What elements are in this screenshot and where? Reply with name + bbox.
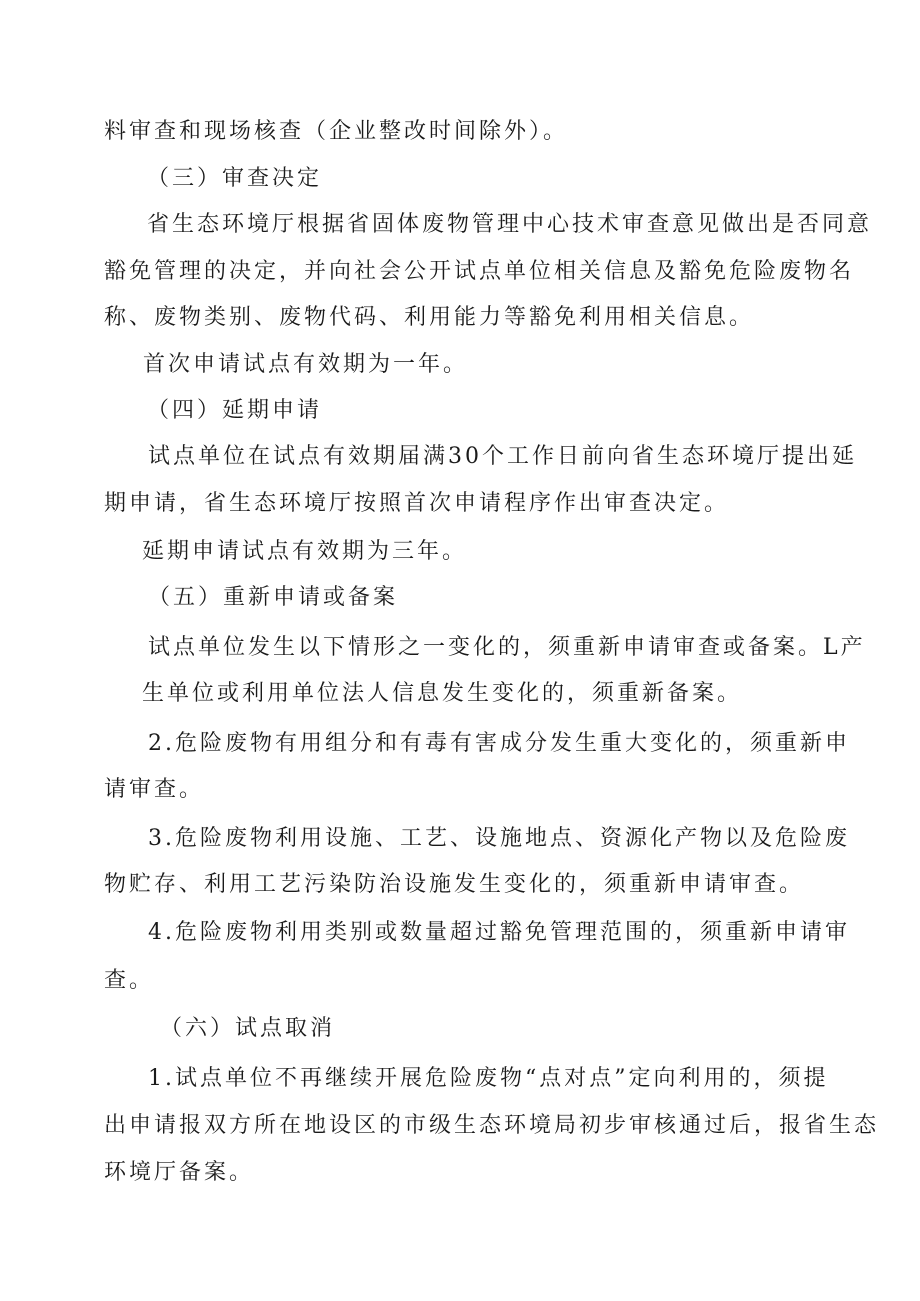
paragraph-line: 查。 [104,968,155,993]
section-heading-5: （五）重新申请或备案 [148,585,399,610]
paragraph-line: 料审查和现场核查（企业整改时间除外）。 [104,119,569,144]
list-item-3: 3.危险废物利用设施、工艺、设施地点、资源化产物以及危险废 [148,826,850,851]
section-heading-6: （六）试点取消 [160,1016,336,1041]
paragraph-line: 省生态环境厅根据省固体废物管理中心技术审查意见做出是否同意 [147,212,873,237]
paragraph-line: 试点单位在试点有效期届满30个工作日前向省生态环境厅提出延 [148,444,857,469]
paragraph-line: 出申请报双方所在地设区的市级生态环境局初步审核通过后，报省生态 [104,1113,880,1138]
paragraph-line: 称、废物类别、废物代码、利用能力等豁免利用相关信息。 [104,305,755,330]
paragraph-line: 生单位或利用单位法人信息发生变化的，须重新备案。 [142,681,743,706]
paragraph-line: 环境厅备案。 [104,1160,255,1185]
paragraph-line: 首次申请试点有效期为一年。 [143,352,469,377]
paragraph-line: 延期申请试点有效期为三年。 [142,539,468,564]
section-heading-4: （四）延期申请 [147,398,323,423]
paragraph-line: 物贮存、利用工艺污染防治设施发生变化的，须重新申请审查。 [104,872,805,897]
paragraph-line: 请审查。 [104,777,205,802]
section-heading-3: （三）审查决定 [147,166,323,191]
list-item-4: 4.危险废物利用类别或数量超过豁免管理范围的，须重新申请审 [148,920,850,945]
list-item-2: 2.危险废物有用组分和有毒有害成分发生重大变化的，须重新申 [148,731,850,756]
paragraph-line: 豁免管理的决定，并向社会公开试点单位相关信息及豁免危险废物名 [104,259,855,284]
paragraph-line: 试点单位发生以下情形之一变化的，须重新申请审查或备案。L产 [148,635,866,660]
list-item-1: 1.试点单位不再继续开展危险废物“点对点”定向利用的，须提 [148,1066,829,1091]
paragraph-line: 期申请，省生态环境厅按照首次申请程序作出审查决定。 [104,491,730,516]
